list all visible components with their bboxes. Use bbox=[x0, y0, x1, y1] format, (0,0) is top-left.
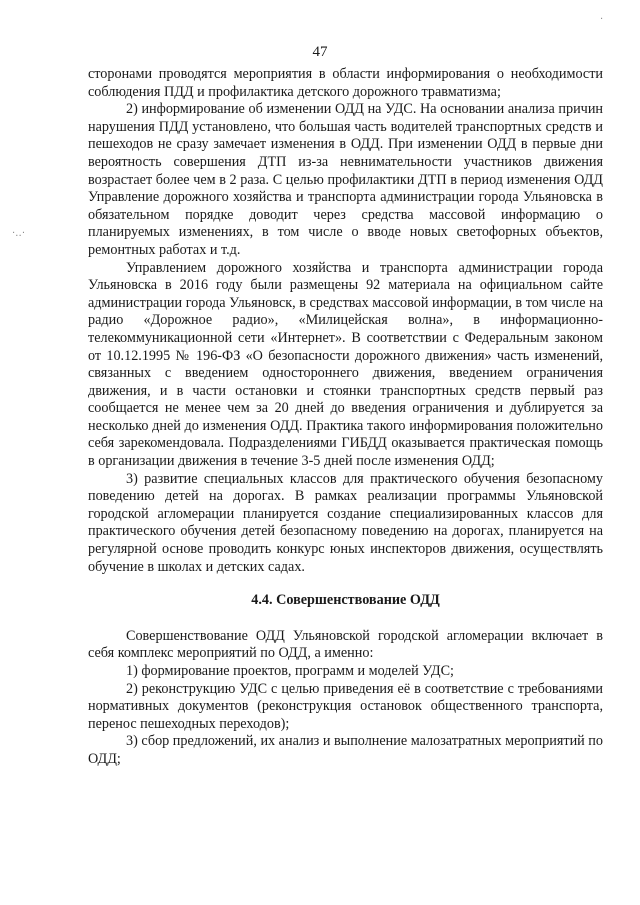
paragraph: сторонами проводятся мероприятия в области информирования о необходимости соблюдения ПДД и профилактика детского дорожного травматизма; bbox=[88, 66, 603, 100]
spacer bbox=[88, 576, 603, 592]
document-body bbox=[88, 66, 603, 769]
list-item: 3) сбор предложений, их анализ и выполнение малозатратных мероприятий по ОДД; bbox=[88, 733, 603, 767]
list-item: 1) формирование проектов, программ и моделей УДС; bbox=[126, 663, 455, 679]
list-item: 2) реконструкцию УДС с целью приведения её в соответствие с требованиями нормативных документов (реконструкция остановок общественного транспорта, перенос пешеходных переходов); bbox=[88, 680, 603, 732]
paragraph: Управлением дорожного хозяйства и транспорта администрации города Ульяновска в 2016 году были размещены 92 материала на официальном сайте администрации города Ульяновск, в средствах массовой информации, в том числе на радио «Дорожное радио», «Милицейская волна», в информационно-телекоммуникационной сети «Интернет». В соответствии с Федеральным законом от 10.12.1995 № 196-ФЗ «О безопасности дорожного движения» часть изменений, связанных с введением одностороннего движения, введением ограничения движения, и в части остановки и стоянки транспортных средств первый раз сообщается не менее чем за 20 дней до введения ограничения и дублируется за несколько дней до изменения ОДД. Практика такого информирования положительно себя зарекомендовала. Подразделениями ГИБДД оказывается практическая помощь в организации движения в течение 3-5 дней после изменения ОДД; bbox=[88, 259, 603, 470]
scan-mark: · bbox=[600, 14, 604, 25]
scan-mark: ·‥· bbox=[12, 228, 26, 239]
paragraph: 2) информирование об изменении ОДД на УДС. На основании анализа причин нарушения ПДД установлено, что большая часть водителей транспортных средств и пешеходов не сразу замечает изменения в ОДД. При изменении ОДД в первые дни вероятность совершения ДТП из-за невнимательности участников движения возрастает более чем в 2 раза. С целью профилактики ДТП в период изменения ОДД Управление дорожного хозяйства и транспорта администрации города Ульяновска в обязательном порядке доводит через средства массовой информацию о планируемых изменениях, в том числе о вводе новых светофорных объектов, ремонтных работах и т.д. bbox=[88, 101, 603, 258]
spacer bbox=[88, 610, 603, 628]
paragraph: 3) развитие специальных классов для практического обучения безопасному поведению детей на дорогах. В рамках реализации программы Ульяновской городской агломерации планируется создание специализированных классов для практического обучения детей безопасному поведению на дорогах, планируется на регулярной основе проводить конкурс юных инспекторов движения, осуществлять обучение в школах и детских садах. bbox=[88, 470, 603, 575]
paragraph: Совершенствование ОДД Ульяновской городской агломерации включает в себя комплекс мероприятий по ОДД, а именно: bbox=[88, 627, 603, 662]
section-heading: 4.4. Совершенствование ОДД bbox=[251, 592, 440, 609]
page-number: 47 bbox=[312, 44, 328, 60]
